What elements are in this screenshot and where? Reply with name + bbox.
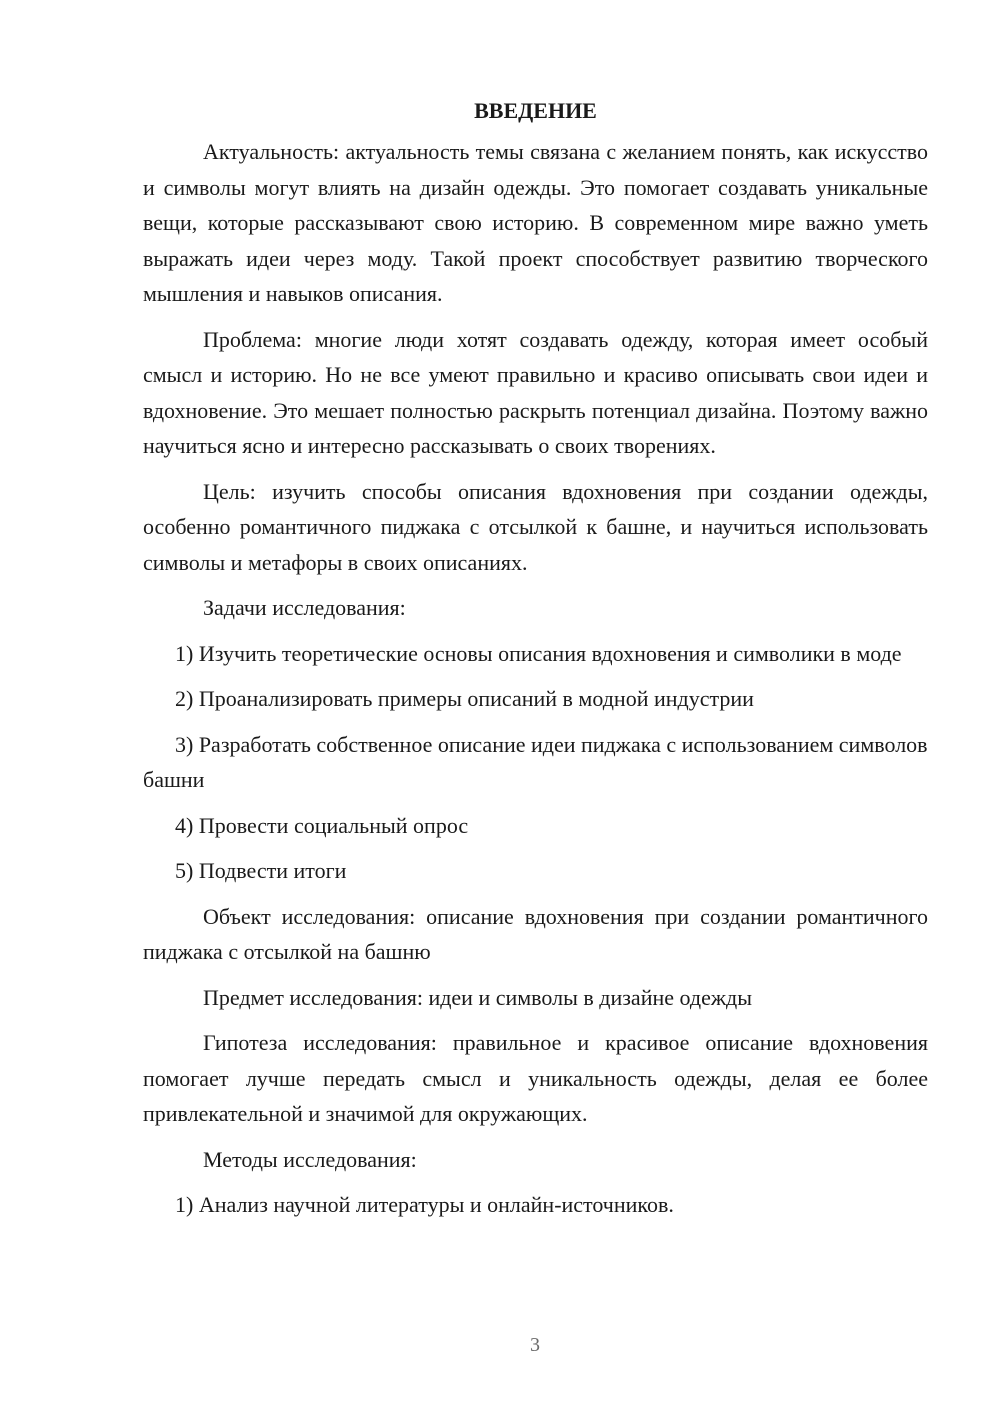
- task-item-5: 5) Подвести итоги: [175, 858, 347, 883]
- task-item-2: 2) Проанализировать примеры описаний в модной индустрии: [175, 686, 754, 711]
- page-content: [143, 96, 928, 1233]
- page-number: 3: [530, 1334, 540, 1356]
- problem-paragraph: Проблема: многие люди хотят создавать одежду, которая имеет особый смысл и историю. Но не все умеют правильно и красиво описывать свои идеи и вдохновение. Это мешает полностью раскрыть потенциал дизайна. Поэтому важно научиться ясно и интересно рассказывать о своих творениях.: [143, 326, 928, 458]
- methods-heading: Методы исследования:: [203, 1146, 417, 1172]
- page-title: ВВЕДЕНИЕ: [474, 98, 597, 123]
- tasks-list: [143, 636, 928, 889]
- hypothesis-paragraph: Гипотеза исследования: правильное и красивое описание вдохновения помогает лучше передать смысл и уникальность одежды, делая ее более привлекательной и значимой для окружающих.: [143, 1030, 928, 1126]
- subject-paragraph: Предмет исследования: идеи и символы в дизайне одежды: [203, 984, 753, 1010]
- relevance-paragraph: Актуальность: актуальность темы связана с желанием понять, как искусство и символы могут влиять на дизайн одежды. Это помогает создавать уникальные вещи, которые рассказывают свою историю. В современном мире важно уметь выражать идеи через моду. Такой проект способствует развитию творческого мышления и навыков описания.: [143, 139, 928, 306]
- task-item-3: 3) Разработать собственное описание идеи пиджака с использованием символов башни: [143, 731, 928, 792]
- goal-paragraph: Цель: изучить способы описания вдохновения при создании одежды, особенно романтичного пиджака с отсылкой к башне, и научиться использовать символы и метафоры в своих описаниях.: [143, 478, 928, 575]
- task-item-4: 4) Провести социальный опрос: [175, 812, 469, 838]
- method-item-1: 1) Анализ научной литературы и онлайн-источников.: [175, 1192, 674, 1217]
- tasks-heading: Задачи исследования:: [203, 595, 406, 620]
- object-paragraph: Объект исследования: описание вдохновения при создании романтичного пиджака с отсылкой на башню: [143, 903, 928, 964]
- methods-list: [143, 1187, 928, 1223]
- task-item-1: 1) Изучить теоретические основы описания вдохновения и символики в моде: [175, 640, 902, 666]
